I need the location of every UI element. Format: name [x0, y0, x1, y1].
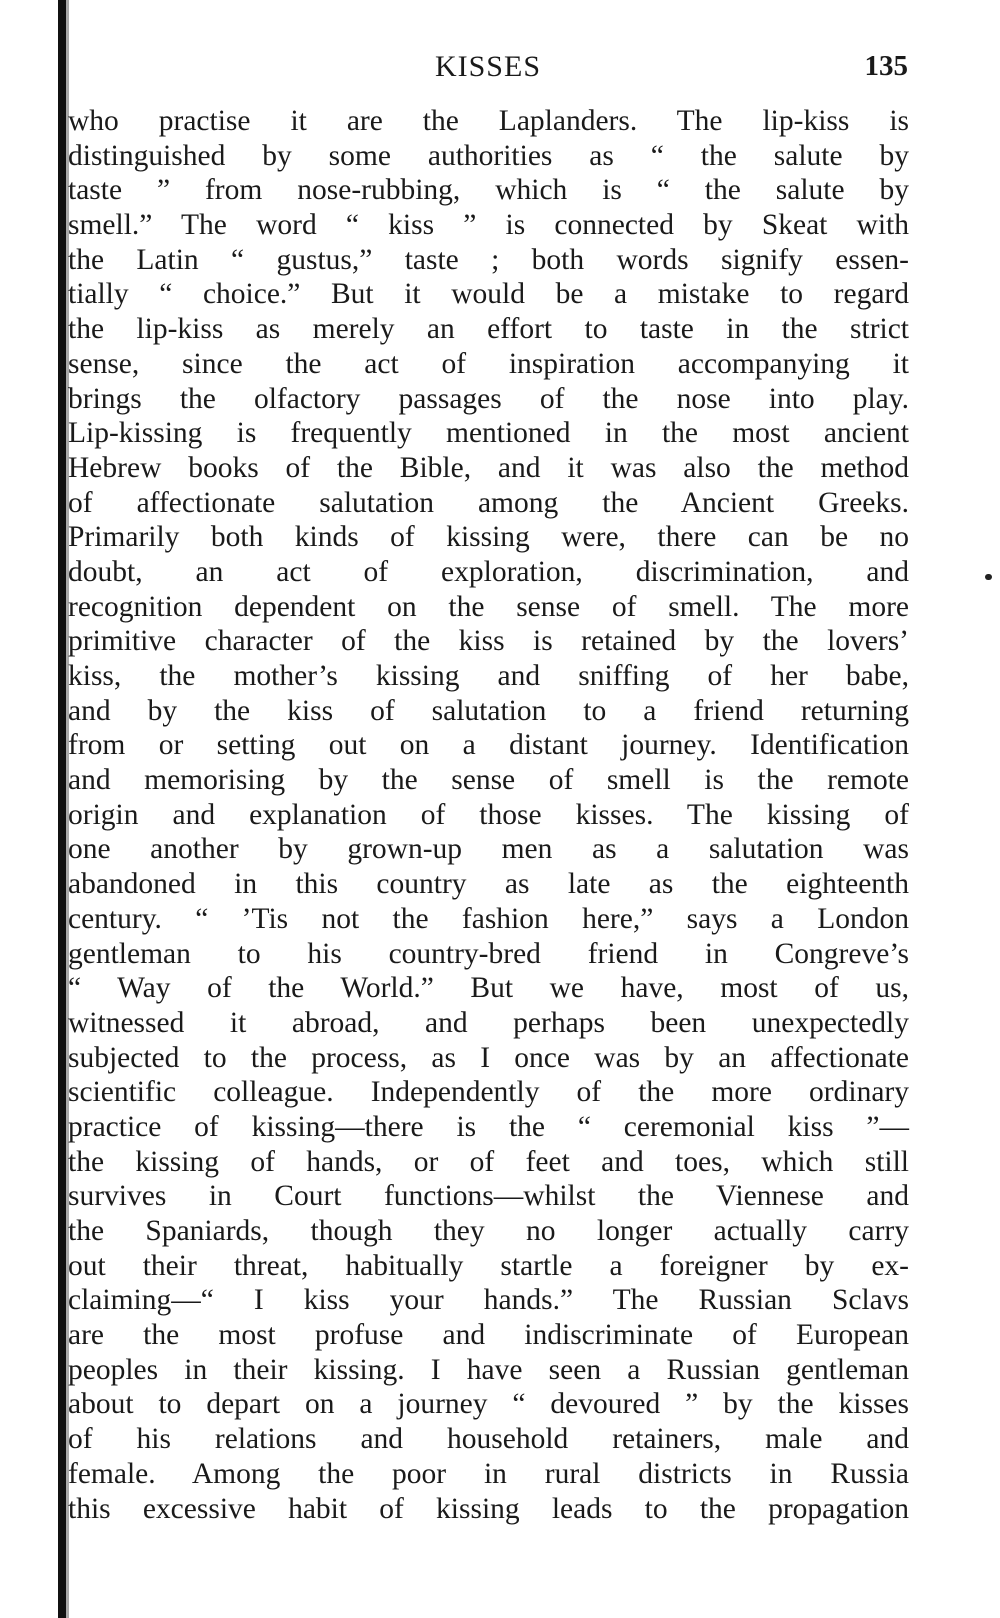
text-line: Lip-kissing is frequently mentioned in the most ancient — [68, 417, 909, 450]
ink-speck — [985, 574, 992, 580]
text-line: subjected to the process, as I once was by an affectionate — [68, 1041, 909, 1074]
text-line: this excessive habit of kissing leads to the propagation — [68, 1492, 909, 1525]
text-line: about to depart on a journey “ devoured ” by the kisses — [68, 1388, 909, 1421]
running-title: KISSES — [434, 50, 542, 83]
running-head — [68, 50, 908, 90]
text-line: survives in Court functions—whilst the Viennese and — [68, 1180, 909, 1213]
text-line: witnessed it abroad, and perhaps been unexpectedly — [68, 1006, 909, 1039]
text-line: out their threat, habitually startle a foreigner by ex- — [68, 1249, 909, 1282]
text-line: sense, since the act of inspiration accompanying it — [68, 347, 909, 380]
text-line: the lip-kiss as merely an effort to taste in the strict — [68, 313, 909, 346]
text-line: brings the olfactory passages of the nose into play. — [68, 382, 909, 415]
binding-shadow — [58, 0, 66, 1618]
text-line: “ Way of the World.” But we have, most of us, — [68, 972, 909, 1005]
text-line: distinguished by some authorities as “ the salute by — [68, 139, 909, 172]
text-line: Hebrew books of the Bible, and it was also the method — [68, 451, 909, 484]
text-line: claiming—“ I kiss your hands.” The Russian Sclavs — [68, 1284, 909, 1317]
text-line: primitive character of the kiss is retained by the lovers’ — [68, 625, 909, 658]
text-line: century. “ ’Tis not the fashion here,” says a London — [68, 902, 909, 935]
text-line: and memorising by the sense of smell is the remote — [68, 764, 909, 797]
text-line: kiss, the mother’s kissing and sniffing of her babe, — [68, 660, 909, 692]
text-line: taste ” from nose-rubbing, which is “ the salute by — [68, 174, 909, 207]
text-line: are the most profuse and indiscriminate of European — [68, 1319, 909, 1352]
text-line: female. Among the poor in rural districts in Russia — [68, 1457, 909, 1490]
text-line: Primarily both kinds of kissing were, there can be no — [68, 521, 909, 554]
text-line: the kissing of hands, or of feet and toes, which still — [68, 1145, 909, 1178]
text-line: and by the kiss of salutation to a friend returning — [68, 694, 909, 727]
body-text — [68, 104, 909, 1526]
text-line: peoples in their kissing. I have seen a Russian gentleman — [68, 1353, 909, 1386]
text-line: abandoned in this country as late as the eighteenth — [68, 868, 909, 901]
text-line: doubt, an act of exploration, discrimination, and — [68, 555, 909, 588]
text-line: the Latin “ gustus,” taste ; both words signify essen- — [68, 243, 909, 276]
text-line: gentleman to his country-bred friend in Congreve’s — [68, 937, 909, 970]
text-line: from or setting out on a distant journey. Identification — [68, 729, 909, 762]
text-line: of affectionate salutation among the Ancient Greeks. — [68, 486, 909, 519]
text-line: smell.” The word “ kiss ” is connected by Skeat with — [68, 209, 909, 242]
text-line: of his relations and household retainers, male and — [68, 1423, 909, 1456]
text-line: recognition dependent on the sense of smell. The more — [68, 590, 909, 623]
text-line: the Spaniards, though they no longer actually carry — [68, 1215, 909, 1247]
text-line: tially “ choice.” But it would be a mistake to regard — [68, 278, 909, 311]
text-line: who practise it are the Laplanders. The lip-kiss is — [68, 105, 909, 137]
page-number: 135 — [864, 50, 908, 82]
text-line: origin and explanation of those kisses. The kissing of — [68, 798, 909, 831]
text-line: practice of kissing—there is the “ ceremonial kiss ”— — [68, 1110, 909, 1143]
text-line: scientific colleague. Independently of the more ordinary — [68, 1076, 909, 1109]
text-line: one another by grown-up men as a salutation was — [68, 833, 909, 866]
